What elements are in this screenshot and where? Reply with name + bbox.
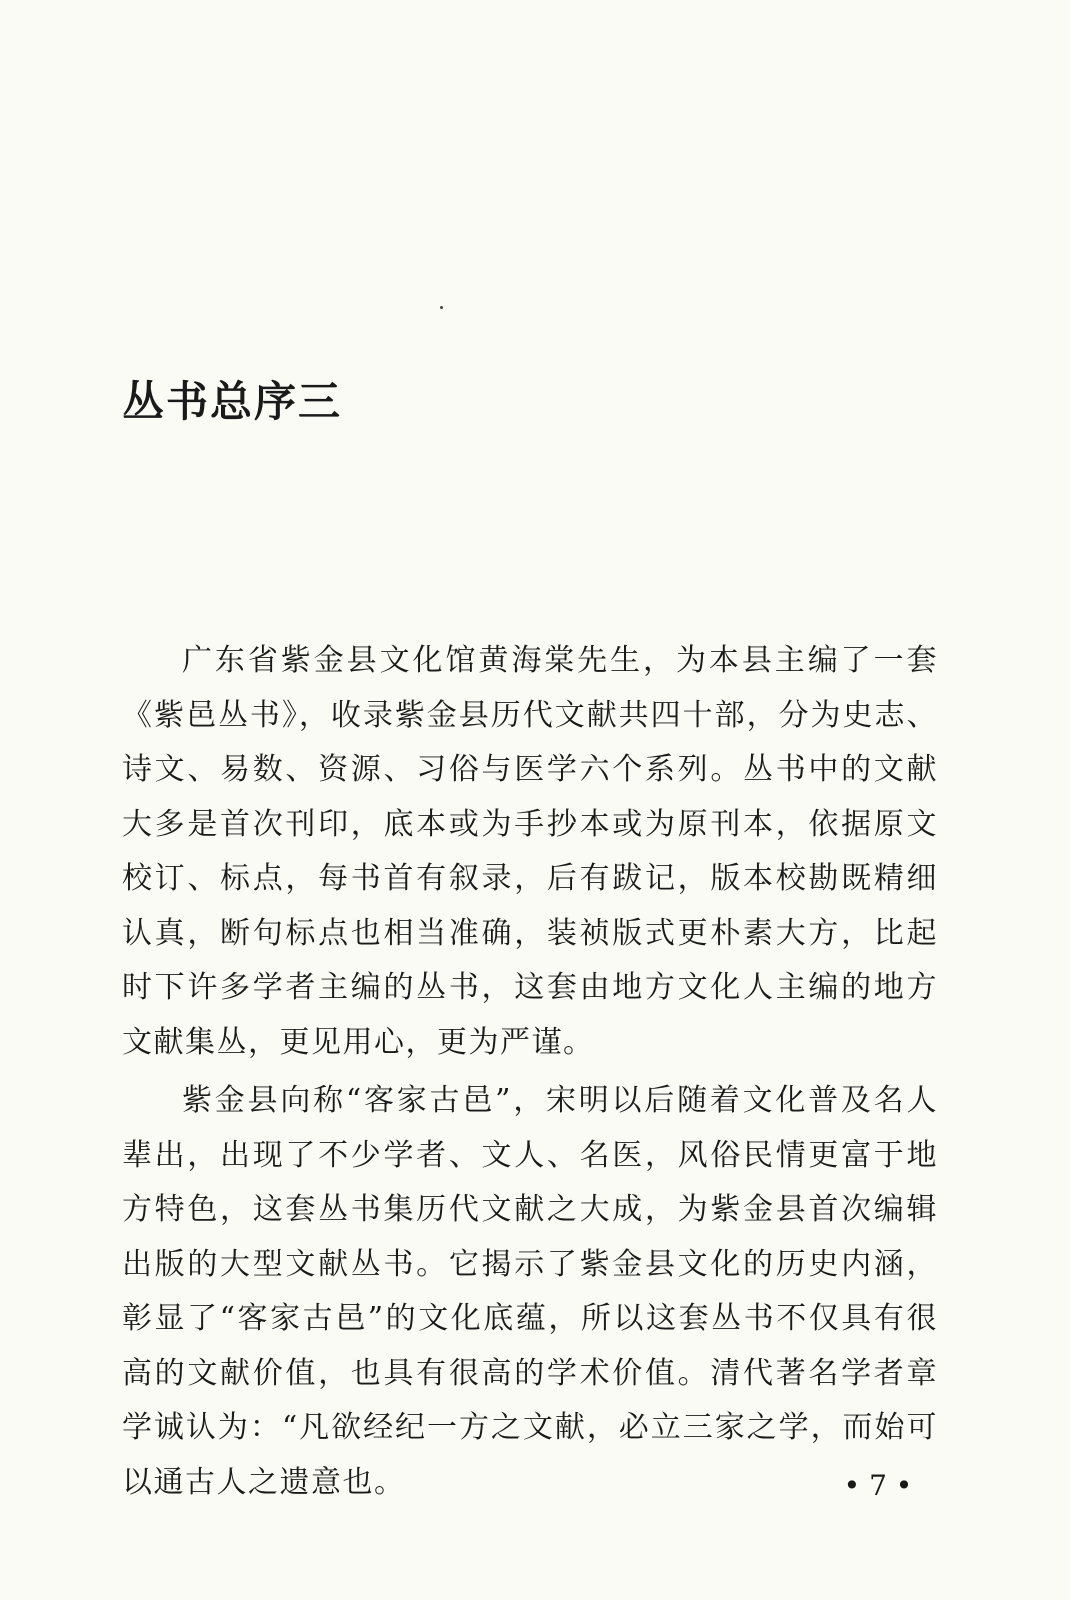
- page-number: • 7 •: [843, 1469, 913, 1502]
- print-speck: [440, 306, 443, 309]
- body-text: [122, 634, 938, 1514]
- page-title: 丛书总序三: [122, 377, 343, 426]
- paragraph-1: 广东省紫金县文化馆黄海棠先生，为本县主编了一套《紫邑丛书》，收录紫金县历代文献共四十部，分为史志、诗文、易数、资源、习俗与医学六个系列。丛书中的文献大多是首次刊印，底本或为手抄本或为原刊本，依据原文校订、标点，每书首有叙录，后有跋记，版本校勘既精细认真，断句标点也相当准确，装祯版式更朴素大方，比起时下许多学者主编的丛书，这套由地方文化人主编的地方文献集丛，更见用心，更为严谨。: [122, 643, 938, 1060]
- paragraph-2: 紫金县向称“客家古邑”，宋明以后随着文化普及名人辈出，出现了不少学者、文人、名医，风俗民情更富于地方特色，这套丛书集历代文献之大成，为紫金县首次编辑出版的大型文献丛书。它揭示了紫金县文化的历史内涵，彰显了“客家古邑”的文化底蕴，所以这套丛书不仅具有很高的文献价值，也具有很高的学术价值。清代著名学者章学诚认为：“凡欲经纪一方之文献，必立三家之学，而始可以通古人之遗意也。: [122, 1083, 938, 1500]
